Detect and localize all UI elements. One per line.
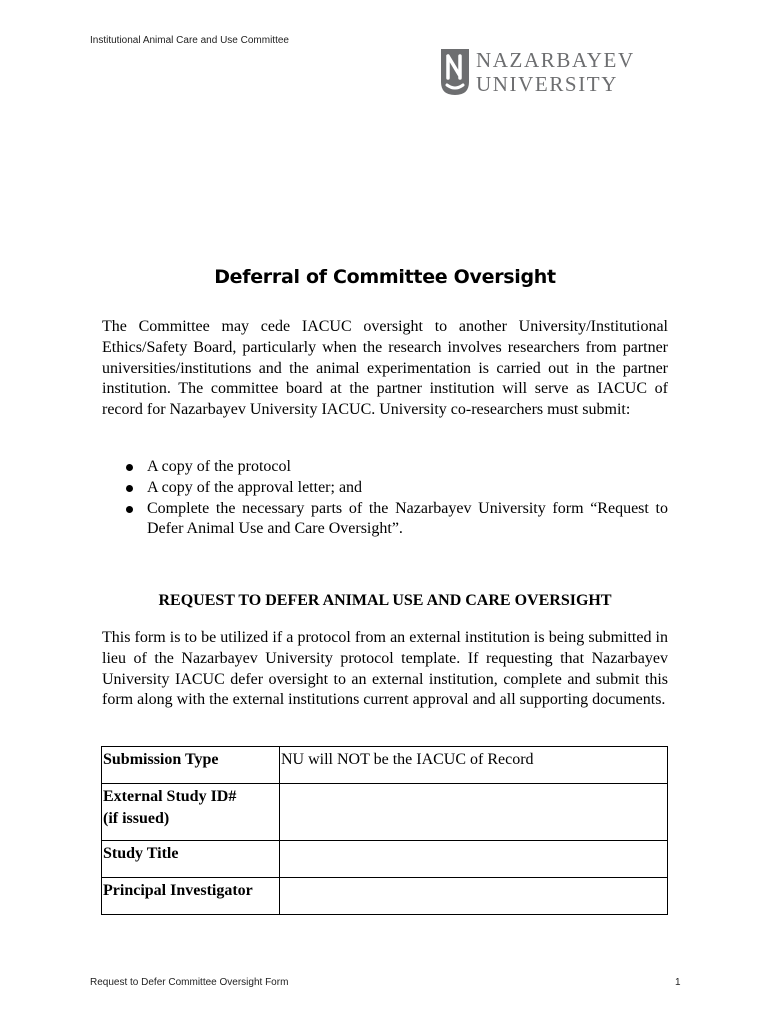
logo-line-1: NAZARBAYEV — [476, 48, 635, 72]
form-intro-paragraph: This form is to be utilized if a protocol from an external institution is being submitted in lieu of the Nazarbayev University protocol template. If requesting that Nazarbayev University IACUC defer oversight to an external institution, complete and submit this form along with the external institutions current approval and all supporting documents. — [102, 629, 668, 709]
table-row — [102, 784, 668, 841]
table-row — [102, 878, 668, 915]
nazarbayev-university-emblem-icon — [440, 48, 470, 96]
bullet-icon — [126, 464, 133, 471]
study-title-field[interactable] — [280, 841, 668, 878]
submission-type-label: Submission Type — [102, 747, 280, 784]
table-row — [102, 841, 668, 878]
submission-type-value[interactable]: NU will NOT be the IACUC of Record — [280, 747, 668, 784]
principal-investigator-label: Principal Investigator — [102, 878, 280, 915]
list-item: Complete the necessary parts of the Nazarbayev University form “Request to Defer Animal Use and Care Oversight”. — [126, 499, 668, 541]
principal-investigator-field[interactable] — [280, 878, 668, 915]
list-item: A copy of the approval letter; and — [126, 478, 668, 499]
header-committee-name: Institutional Animal Care and Use Committee — [90, 35, 289, 46]
request-form-table — [101, 746, 668, 915]
external-study-id-label: External Study ID# (if issued) — [102, 784, 280, 841]
table-row — [102, 747, 668, 784]
page-title: Deferral of Committee Oversight — [214, 266, 556, 288]
external-study-id-field[interactable] — [280, 784, 668, 841]
intro-paragraph: The Committee may cede IACUC oversight to another University/Institutional Ethics/Safety Board, particularly when the research involves researchers from partner universities/institutions and the animal experimentation is carried out in the partner institution. The committee board at the partner institution will serve as IACUC of record for Nazarbayev University IACUC. University co-researchers must submit: — [102, 318, 668, 419]
bullet-icon — [126, 506, 133, 513]
list-item: A copy of the protocol — [126, 457, 668, 478]
page-number: 1 — [675, 977, 681, 988]
bullet-icon — [126, 485, 133, 492]
logo-line-2: UNIVERSITY — [476, 72, 618, 96]
university-logo — [440, 48, 650, 98]
footer-form-name: Request to Defer Committee Oversight Form — [90, 977, 289, 988]
requirements-list — [126, 457, 668, 540]
form-heading: REQUEST TO DEFER ANIMAL USE AND CARE OVERSIGHT — [158, 592, 612, 609]
study-title-label: Study Title — [102, 841, 280, 878]
